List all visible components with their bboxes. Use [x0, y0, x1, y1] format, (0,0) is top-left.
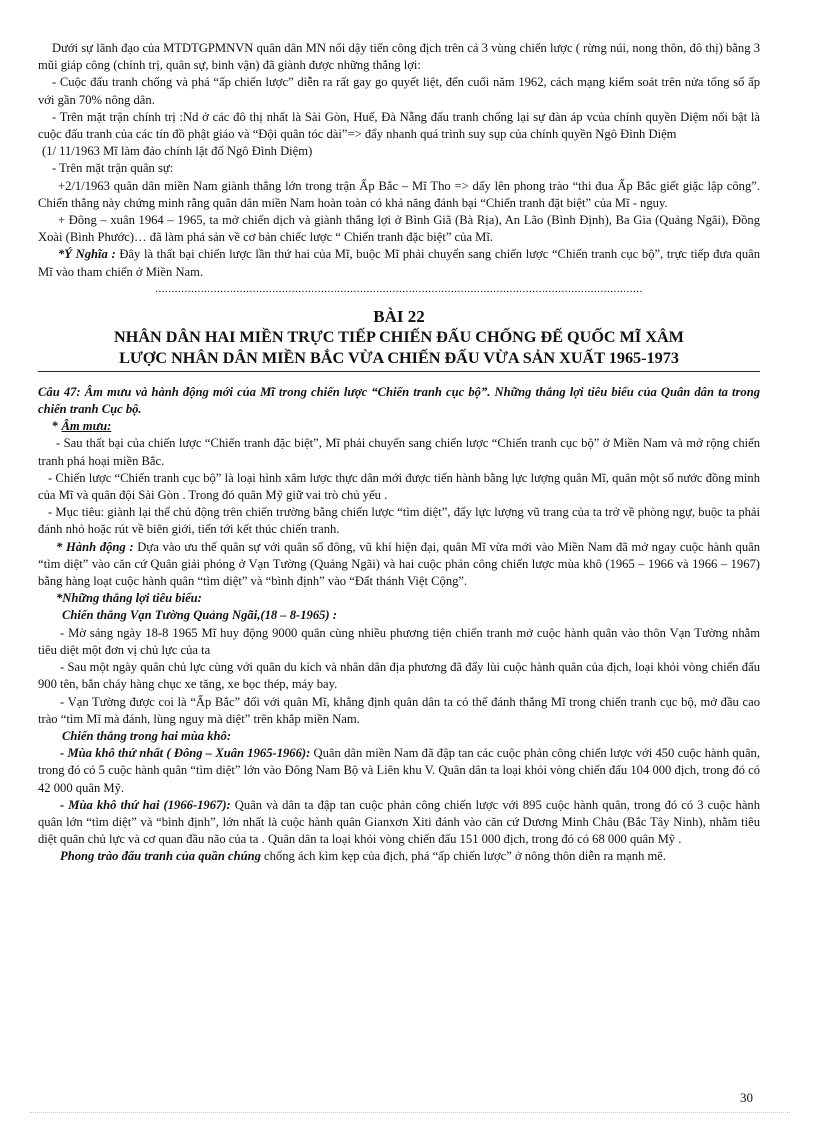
intro-paragraph: - Trên mặt trận chính trị :Nd ở các đô thị nhất là Sài Gòn, Huế, Đà Nẵng đấu tranh chống lại sự đàn áp vcủa chính quyền Diệm nổi bật là cuộc đấu tranh của các tín đồ phật giáo và “Đội quân tóc dài”=> đẩy nhanh quá trình suy sụp của chính quyền Ngô Đình Diệm — [38, 109, 760, 142]
question-heading: Câu 47: Âm mưu và hành động mới của Mĩ trong chiến lược “Chiến tranh cục bộ”. Những thắng lợi tiêu biểu của Quân dân ta trong chiến tranh Cục bộ. — [38, 384, 760, 417]
title-rule — [38, 371, 760, 372]
dry-season-paragraph — [38, 797, 760, 849]
intro-subheading: - Trên mặt trận quân sự: — [52, 161, 174, 176]
dry-season-2-text: Quân và dân ta đập tan cuộc phản công chiến lược với 895 cuộc hành quân, trong đó có 3 cuộc hành quân lớn “tìm diệt” và “bình định”, lớn nhất là cuộc hành quân Gianxơn Xiti đánh vào căn cứ Dương Minh Châu (Bắc Tây Ninh), nhằm tiêu diệt quân chủ lực và cơ quan đầu não của ta . Quân dân ta loại khỏi vòng chiến đấu 151 000 địch, trong đó có 68 000 quân Mỹ . — [38, 797, 760, 847]
van-tuong-paragraph: - Vạn Tường được coi là “Ấp Bắc” đối với quân Mĩ, khẳng định quân dân ta có thể đánh thắng Mĩ trong chiến tranh cục bộ, mở đầu cao trào “tìm Mĩ mà đánh, lùng nguy mà diệt” trên khắp miền Nam. — [38, 694, 760, 726]
lesson-title-line: NHÂN DÂN HAI MIỀN TRỰC TIẾP CHIẾN ĐẤU CHỐNG ĐẾ QUỐC MĨ XÂM — [114, 327, 684, 346]
van-tuong-paragraph: - Sau một ngày quân chủ lực cùng với quân du kích và nhân dân địa phương đã đẩy lùi cuộc hành quân của địch, loại khỏi vòng chiến đấu 900 tên, bắn cháy hàng chục xe tăng, xe bọc thép, máy bay. — [38, 660, 760, 692]
page-content — [38, 40, 760, 866]
dry-season-1-label: - Mùa khô thứ nhất ( Đông – Xuân 1965-1966): — [60, 746, 311, 761]
intro-paragraph: - Cuộc đấu tranh chống và phá “ấp chiến lược” diễn ra rất gay go quyết liệt, đến cuối năm 1962, cách mạng kiểm soát trên nửa tổng số ấp với gần 70% nông dân. — [38, 75, 760, 107]
intro-paragraph: + Đông – xuân 1964 – 1965, ta mở chiến dịch và giành thắng lợi ở Bình Giã (Bà Rịa), An Lão (Bình Định), Ba Gia (Quảng Ngãi), Đồng Xoài (Bình Phước)… đã làm phá sản về cơ bản chiếc lược “ Chiến tranh đặc biệt” của Mĩ. — [38, 213, 760, 245]
lesson-number: BÀI 22 — [373, 306, 425, 326]
movement-label: Phong trào đấu tranh của quần chúng — [60, 849, 261, 864]
dry-season-2-label: - Mùa khô thứ hai (1966-1967): — [60, 797, 231, 812]
plot-paragraph: - Mục tiêu: giành lại thế chủ động trên chiến trường bằng chiến lược “tìm diệt”, đẩy lực lượng vũ trang của ta trở về phòng ngự, buộc ta phải đánh nhỏ hoặc rút về biên giới, tiến tới kết thúc chiến tranh. — [38, 505, 760, 537]
intro-paragraph: Dưới sự lãnh đạo của MTDTGPMNVN quân dân MN nổi dậy tiến công địch trên cả 3 vùng chiến lược ( rừng núi, nong thôn, đô thị) bằng 3 mũi giáp công (chính trị, quân sự, binh vận) đã giành được những thắng lợi: — [38, 41, 760, 73]
dry-season-paragraph — [38, 745, 760, 797]
dry-season-1-text: Quân dân miền Nam đã đập tan các cuộc phản công chiến lược với 450 cuộc hành quân, trong đó có 5 cuộc hành quân “tìm diệt” lớn vào Đông Nam Bộ và Liên khu V. Quân dân ta loại khỏi vòng chiến đấu 104 000 địch, trong đó có 42 000 quân Mỹ. — [38, 746, 760, 795]
dry-season-heading: Chiến thắng trong hai mùa khô: — [62, 728, 232, 743]
footer-dotted-line — [30, 1112, 790, 1113]
victories-heading: *Những thắng lợi tiêu biểu: — [56, 591, 202, 606]
action-paragraph — [38, 539, 760, 591]
plot-prefix: * — [52, 419, 62, 434]
meaning-paragraph — [38, 246, 760, 280]
plot-heading — [38, 418, 760, 435]
meaning-label: *Ý Nghĩa : — [58, 247, 116, 262]
van-tuong-paragraph: - Mờ sáng ngày 18-8 1965 Mĩ huy động 9000 quân cùng nhiều phương tiện chiến tranh mở cuộc hành quân vào thôn Vạn Tường nhằm tiêu diệt một đơn vị chủ lực của ta — [38, 625, 760, 657]
lesson-title-line: LƯỢC NHÂN DÂN MIỀN BẮC VỪA CHIẾN ĐẤU VỪA SẢN XUẤT 1965-1973 — [119, 348, 679, 367]
plot-label: Âm mưu: — [61, 419, 112, 434]
intro-paragraph: +2/1/1963 quân dân miền Nam giành thắng lớn trong trận Ấp Bắc – Mĩ Tho => dấy lên phong trào “thi đua Ấp Bắc giết giặc lập công”. Chiến thắng này chứng minh rằng quân dân miền Nam hoàn toàn có khả năng đánh bại “Chiến tranh đặt biệt” của Mĩ - nguy. — [38, 178, 760, 210]
movement-paragraph — [38, 848, 760, 865]
intro-note: (1/ 11/1963 Mĩ làm đảo chính lật đổ Ngô Đình Diệm) — [42, 144, 313, 159]
movement-text: chống ách kìm kẹp của địch, phá “ấp chiến lược” ở nông thôn diễn ra mạnh mẽ. — [260, 849, 667, 864]
plot-paragraph: - Sau thất bại của chiến lược “Chiến tranh đặc biệt”, Mĩ phải chuyển sang chiến lược “Chiến tranh cục bộ” ở Miền Nam và mở rộng chiến tranh phá hoại miền Bắc. — [38, 436, 760, 468]
action-label: * Hành động : — [56, 539, 134, 554]
action-text: Dựa vào ưu thế quân sự với quân số đông, vũ khí hiện đại, quân Mĩ vừa mới vào Miền Nam đã mở ngay cuộc hành quân “tìm diệt” vào căn cứ Quân giải phóng ở Vạn Tường (Quảng Ngãi) và hai cuộc phản công chiến lược mùa khô (1965 – 1966 và 1966 – 1967) bằng hàng loạt cuộc hành quân “tìm diệt” và “bình định” vào “Đất thánh Việt Cộng”. — [38, 539, 761, 589]
plot-paragraph: - Chiến lược “Chiến tranh cục bộ” là loại hình xâm lược thực dân mới được tiến hành bằng lực lượng quân Mĩ, quân một số nước đồng minh của Mĩ và quân đội Sài Gòn . Trong đó quân Mỹ giữ vai trò chủ yếu . — [38, 470, 760, 503]
van-tuong-heading: Chiến thắng Vạn Tường Quảng Ngãi,(18 – 8-1965) : — [62, 608, 337, 623]
page-number: 30 — [740, 1090, 753, 1105]
meaning-text: Đây là thất bại chiến lược lần thứ hai của Mĩ, buộc Mĩ phải chuyển sang chiến lược “Chiến tranh cục bộ”, trực tiếp đưa quân Mĩ vào tham chiến ở Miền Nam. — [38, 247, 760, 279]
dotted-separator: ...................................................................................................................................................... — [155, 282, 643, 295]
